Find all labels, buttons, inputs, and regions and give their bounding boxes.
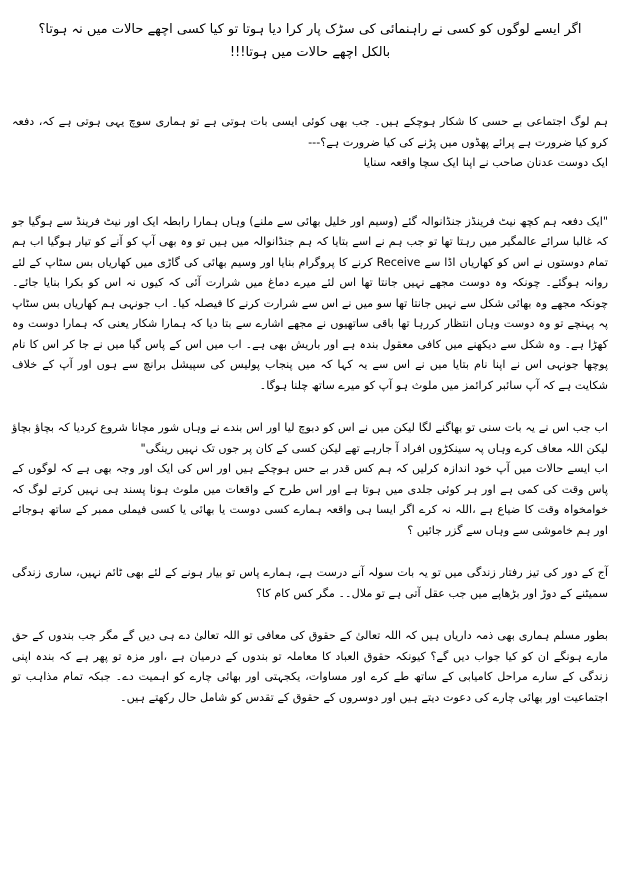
- paragraph-story: "ایک دفعہ ہم کچھ نیٹ فرینڈز جنڈانوالہ گئے (وسیم اور خلیل بھائی سے ملنے) وہاں ہمارا رابطہ ایک اور نیٹ فرینڈ سے ہوگیا جو کہ غالبا سرائے عالمگیر میں رہتا تھا تو جب ہم نے اسے بتایا کہ ہم جنڈانوالہ میں ہیں تو وہ بھی آپ کو آنے کو تیار ہوگیا اب ہم تمام دوستوں نے اس کو کھاریاں اڈا سے Receive کرنے کا پروگرام بنایا اور وسیم بھائی کی گاڑی میں کھاریاں بس سٹاپ کے لئے روانہ ہوگئے۔ چونکہ وہ دوست مجھے نہیں جانتا تھا اس لئے میرے دماغ میں شرارت آئی کہ کیوں نہ اس کو بکرا بنایا جائے۔ چونکہ مجھے وہ بھائی شکل سے نہیں جانتا تھا سو میں نے اس سے شرارت کرنے کا فیصلہ کیا۔ اب جونہی ہم کھاریاں بس سٹاپ پہ پہنچے تو وہ دوست وہاں انتظار کررہا تھا باقی ساتھیوں نے مجھے اشارے سے بتا دیا کہ ہمارا شکار یعنی کہ ہمارا دوست وہ کھڑا ہے۔ وہ شکل سے دیکھنے میں کافی معقول بندہ ہے اور باریش بھی ہے۔ اب میں اس کے پاس گیا میں نے جا کر اس کا نام پوچھا جونہی اس نے اپنا نام بتایا میں نے اس سے یہ کہا کہ میں پنجاب پولیس کی سپیشل برانچ سے ہوں اور آپ کے خلاف شکایت ہے کہ آپ سائبر کرائمز میں ملوث ہو آپ کو میرے ساتھ چلنا ہوگا۔: [12, 214, 608, 392]
- paragraph-muslim-duty: بطور مسلم ہماری بھی ذمہ داریاں ہیں کہ اللہ تعالیٰ کے حقوق کی معافی تو اللہ تعالیٰ دے ہی دیں گے مگر جب بندوں کے حق مارے ہونگے ان کو کیا جواب دیں گے؟ کیونکہ حقوق العباد کا معاملہ تو بندوں کے درمیان ہے ،اور مزہ تو پھر ہے کہ بندہ اپنی زندگی کے سارے مراحل کامیابی کے ساتھ طے کرے اور مساوات، یکجہتی اور بھائی چارے کو اہمیت دے۔ جبکہ تمام مذاہب تو اجتماعیت اور بھائی چارے کی دعوت دیتے ہیں اور دوسروں کے حقوق کے تقدس کو شامل حال رکھتے ہیں۔: [12, 629, 608, 704]
- heading-question: اگر ایسے لوگوں کو کسی نے راہنمائی کی سڑک پار کرا دیا ہوتا تو کیا کسی اچھے حالات میں نہ ہوتا؟: [38, 22, 582, 37]
- spacer: [12, 604, 608, 626]
- paragraph-story-end: اب جب اس نے یہ بات سنی تو بھاگنے لگا لیکن میں نے اس کو دبوچ لیا اور اس بندے نے وہاں شور مچانا شروع کردیا کہ بچاؤ بچاؤ لیکن اللہ معاف کرے وہاں پہ سینکڑوں افراد آ جارہے تھے لیکن کسی کے کان پر جوں تک نہیں رینگی": [12, 421, 608, 455]
- heading-answer: بالکل اچھے حالات میں ہوتا!!!: [229, 45, 391, 60]
- spacer: [12, 396, 608, 418]
- spacer: [12, 174, 608, 212]
- paragraph-modern-life: آج کے دور کی تیز رفتار زندگی میں تو یہ بات سولہ آنے درست ہے، ہمارے پاس تو بیار ہونے کے لئے بھی ٹائم نہیں، ساری زندگی سمیٹنے کے دوڑ اور بڑھاپے میں جب عقل آتی ہے تو ملال۔۔ مگر کس کام کا؟: [12, 566, 608, 600]
- article-heading: [12, 18, 608, 64]
- paragraph-story-intro: ایک دوست عدنان صاحب نے اپنا ایک سچا واقعہ سنایا: [363, 156, 608, 169]
- spacer: [12, 541, 608, 563]
- paragraph-apathy: ہم لوگ اجتماعی بے حسی کا شکار ہوچکے ہیں۔ جب بھی کوئی ایسی بات ہوتی ہے تو ہماری سوچ یہی ہوتی ہے کہ، دفعہ کرو کیا ضرورت ہے پرائے پھڈوں میں پڑنے کی کیا ضرورت ہے؟---: [12, 115, 608, 149]
- paragraph-reflection: اب ایسے حالات میں آپ خود اندازہ کرلیں کہ ہم کس قدر بے حس ہوچکے ہیں اور اس کی ایک اور وجہ بھی ہے کہ لوگوں کے پاس وقت کی کمی ہے اور ہر کوئی جلدی میں ہوتا ہے اور اس طرح کے واقعات میں ملوث ہونا پسند ہی نہیں کرتے لوگ کہ خوامخواہ وقت کا ضیاع ہے ،اللہ نہ کرے اگر ایسا ہی واقعہ ہمارے کسی دوست یا بھائی یا کسی فیملی ممبر کے ساتھ ہوجائے اور ہم خاموشی سے وہاں سے گزر جائیں ؟: [12, 462, 608, 537]
- spacer: [12, 74, 608, 112]
